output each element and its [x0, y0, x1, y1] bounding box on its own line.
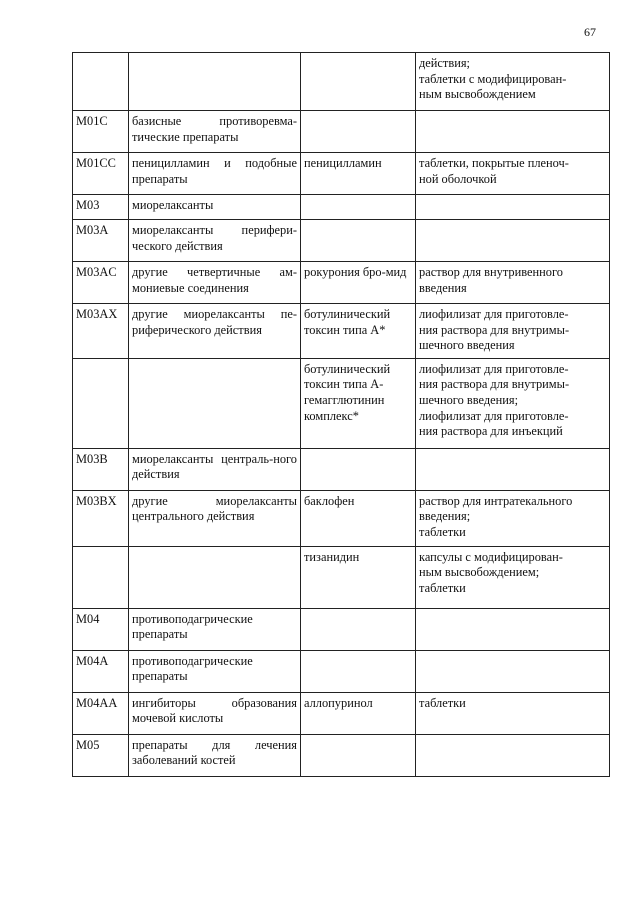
dosage-form-cell — [416, 546, 610, 608]
drug-name-cell — [301, 448, 416, 490]
dosage-form-line: введения — [419, 280, 467, 295]
group-name-cell: миорелаксанты — [129, 195, 301, 220]
table-row — [73, 608, 610, 650]
group-name-cell: миорелаксанты централь-ного действия — [129, 448, 301, 490]
dosage-form-line: таблетки, покрытые пленоч- — [419, 156, 569, 170]
dosage-form-line: лиофилизат для приготовле- — [419, 307, 569, 321]
table-row — [73, 650, 610, 692]
table-body — [73, 53, 610, 777]
table-row — [73, 53, 610, 111]
drug-name-cell: ботулинический токсин типа A-гемагглютинин комплекс* — [301, 358, 416, 448]
table-row — [73, 220, 610, 262]
atc-code-cell — [73, 546, 129, 608]
table-row — [73, 111, 610, 153]
dosage-form-line: ния раствора для инъекций — [419, 424, 563, 439]
table-row — [73, 153, 610, 195]
dosage-form-line: раствор для интратекального — [419, 493, 573, 508]
dosage-form-cell — [416, 608, 610, 650]
group-name-cell — [129, 546, 301, 608]
table-row — [73, 262, 610, 304]
dosage-form-line: ния раствора для внутримы- — [419, 322, 570, 337]
drug-classification-table — [72, 52, 610, 777]
dosage-form-cell — [416, 358, 610, 448]
drug-name-cell: баклофен — [301, 490, 416, 546]
dosage-form-line: шечного введения; — [419, 392, 519, 407]
dosage-form-line: капсулы с модифицирован- — [419, 549, 563, 564]
group-name-cell — [129, 358, 301, 448]
drug-name-cell: аллопуринол — [301, 692, 416, 734]
group-name-cell: базисные противоревма-тические препараты — [129, 111, 301, 153]
drug-name-cell — [301, 111, 416, 153]
page-number: 67 — [584, 25, 596, 39]
table-row — [73, 448, 610, 490]
dosage-form-line: раствор для внутривенного — [419, 265, 563, 279]
dosage-form-line: введения; — [419, 509, 471, 524]
drug-name-cell — [301, 195, 416, 220]
atc-code-cell: M01CC — [73, 153, 129, 195]
group-name-cell: противоподагрические препараты — [129, 608, 301, 650]
table-row — [73, 692, 610, 734]
table-row — [73, 546, 610, 608]
group-name-cell: ингибиторы образования мочевой кислоты — [129, 692, 301, 734]
atc-code-cell: M05 — [73, 734, 129, 776]
dosage-form-cell — [416, 734, 610, 776]
atc-code-cell — [73, 53, 129, 111]
atc-code-cell: M03B — [73, 448, 129, 490]
drug-name-cell: ботулинический токсин типа A* — [301, 304, 416, 359]
table-row — [73, 490, 610, 546]
dosage-form-line: действия; — [419, 56, 470, 70]
dosage-form-line: таблетки — [419, 695, 466, 710]
atc-code-cell: M04A — [73, 650, 129, 692]
dosage-form-line: ния раствора для внутримы- — [419, 377, 570, 392]
table-row — [73, 304, 610, 359]
dosage-form-line: ным высвобождением; — [419, 565, 540, 580]
dosage-form-cell — [416, 195, 610, 220]
atc-code-cell: M01C — [73, 111, 129, 153]
drug-name-cell: рокурония бро-мид — [301, 262, 416, 304]
drug-name-cell — [301, 220, 416, 262]
atc-code-cell: M03 — [73, 195, 129, 220]
group-name-cell: другие миорелаксанты центрального действия — [129, 490, 301, 546]
dosage-form-cell — [416, 692, 610, 734]
drug-name-cell — [301, 53, 416, 111]
group-name-cell: противоподагрические препараты — [129, 650, 301, 692]
group-name-cell: миорелаксанты перифери-ческого действия — [129, 220, 301, 262]
atc-code-cell: M03AX — [73, 304, 129, 359]
drug-name-cell: тизанидин — [301, 546, 416, 608]
dosage-form-cell — [416, 650, 610, 692]
drug-name-cell — [301, 734, 416, 776]
dosage-form-line: таблетки — [419, 524, 466, 539]
dosage-form-cell — [416, 448, 610, 490]
atc-code-cell: M03AC — [73, 262, 129, 304]
dosage-form-line: шечного введения — [419, 338, 515, 353]
dosage-form-line: ной оболочкой — [419, 171, 497, 186]
atc-code-cell — [73, 358, 129, 448]
atc-code-cell: M03A — [73, 220, 129, 262]
dosage-form-cell — [416, 490, 610, 546]
atc-code-cell: M04 — [73, 608, 129, 650]
dosage-form-cell — [416, 111, 610, 153]
atc-code-cell: M04AA — [73, 692, 129, 734]
group-name-cell: другие миорелаксанты пе-риферического действия — [129, 304, 301, 359]
group-name-cell — [129, 53, 301, 111]
dosage-form-line: ным высвобождением — [419, 87, 536, 102]
dosage-form-line: лиофилизат для приготовле- — [419, 361, 569, 376]
drug-name-cell — [301, 608, 416, 650]
drug-name-cell — [301, 650, 416, 692]
group-name-cell: пеницилламин и подобные препараты — [129, 153, 301, 195]
table-row — [73, 358, 610, 448]
group-name-cell: препараты для лечения заболеваний костей — [129, 734, 301, 776]
dosage-form-cell — [416, 153, 610, 195]
dosage-form-cell — [416, 53, 610, 111]
group-name-cell: другие четвертичные ам-мониевые соединения — [129, 262, 301, 304]
dosage-form-cell — [416, 304, 610, 359]
dosage-form-cell — [416, 220, 610, 262]
dosage-form-cell — [416, 262, 610, 304]
dosage-form-line: таблетки с модифицирован- — [419, 71, 567, 86]
dosage-form-line: лиофилизат для приготовле- — [419, 408, 569, 423]
drug-name-cell: пеницилламин — [301, 153, 416, 195]
atc-code-cell: M03BX — [73, 490, 129, 546]
table-row — [73, 195, 610, 220]
table-row — [73, 734, 610, 776]
dosage-form-line: таблетки — [419, 580, 466, 595]
